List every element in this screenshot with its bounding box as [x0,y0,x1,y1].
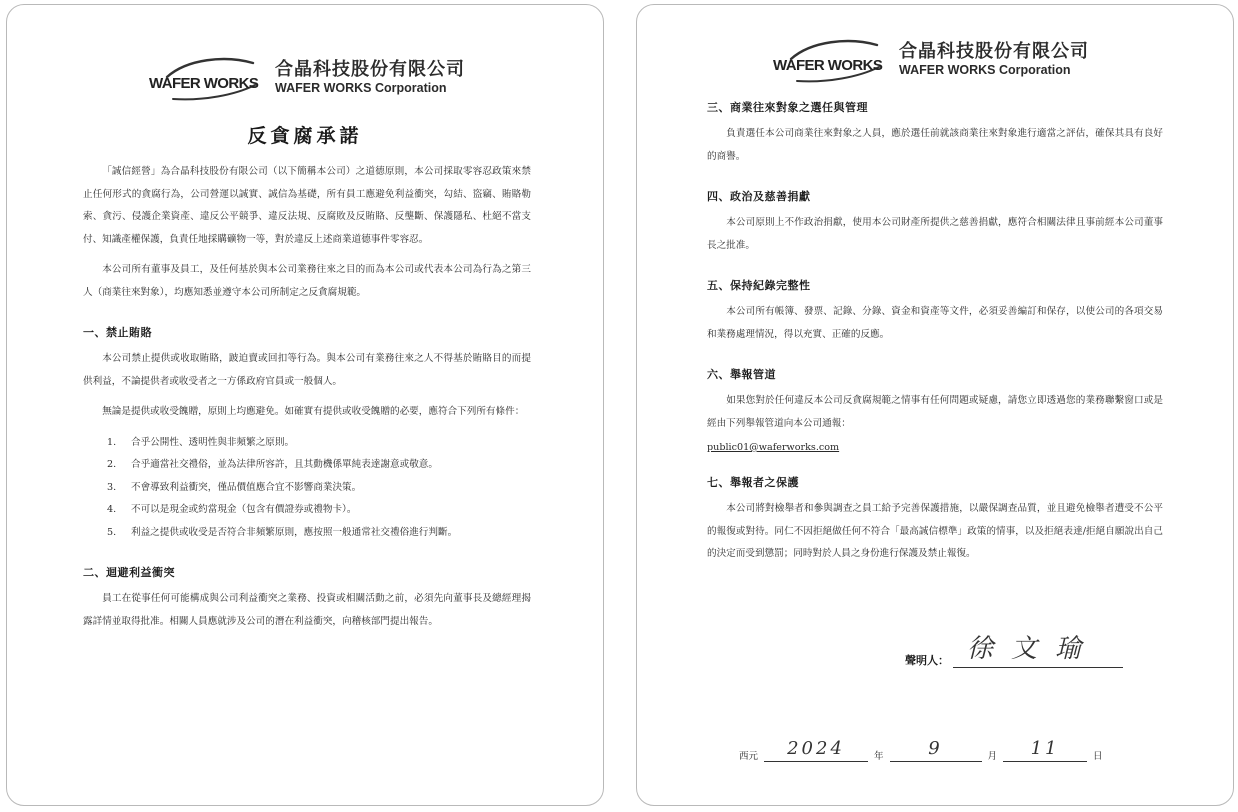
date-day-unit: 日 [1093,751,1103,762]
list-item: 4. 不可以是現金或約當現金（包含有價證券或禮物卡）。 [107,504,357,515]
document-page-left [6,4,604,806]
company-logo [147,53,265,103]
list-item: 1. 合乎公開性、透明性與非頻繁之原則。 [107,436,295,448]
company-name-zh: 合晶科技股份有限公司 [899,41,1089,63]
section-paragraph: 本公司將對檢舉者和參與調查之員工給予完善保護措施，以嚴保調查品質，並且避免檢舉者遭受不公平的報復或對待。同仁不因拒絕做任何不符合「最高誠信標準」政策的情事，以及拒絕表達/拒絕自願說出自己的決定而受到懲罰；同時對於人員之身份進行保護及禁止報復。 [707,503,1163,559]
section-heading-donations: 四、政治及慈善捐獻 [707,190,811,203]
company-name-zh: 合晶科技股份有限公司 [275,59,465,81]
list-item: 5. 利益之提供或收受是否符合非頻繁原則，應按照一般通常社交禮俗進行判斷。 [107,526,458,538]
section-paragraph: 如果您對於任何違反本公司反貪腐規範之情事有任何問題或疑慮，請您立即透過您的業務聯繫窗口或是經由下列舉報管道向本公司通報： [707,395,1163,429]
date-block [733,737,1109,762]
date-day-field [1003,737,1087,762]
list-item: 2. 合乎適當社交禮俗，並為法律所容許，且其動機係單純表達謝意或敬意。 [107,459,438,470]
gift-conditions-list [83,432,531,545]
signature-label: 聲明人： [905,654,949,667]
section-paragraph: 本公司所有帳簿、發票、記錄、分錄、資金和資產等文件，必須妥善編訂和保存，以使公司的各項交易和業務處理情況，得以充實、正確的反應。 [707,306,1163,340]
logo-text: WAFER WORKS [149,75,259,92]
document-page-right [636,4,1234,806]
date-month-unit: 月 [987,751,998,762]
section-heading-bribery: 一、禁止賄賂 [83,326,152,339]
company-header [147,53,465,103]
section-paragraph: 無論是提供或收受餽贈，原則上均應避免。如確實有提供或收受餽贈的必要，應符合下列所有條件： [102,406,525,417]
company-name-en: WAFER WORKS Corporation [275,81,447,96]
right-page-content [707,99,1163,574]
handwritten-signature: 徐文瑜 [967,634,1100,664]
report-email-link[interactable]: public01@waferworks.com [707,442,840,453]
section-heading-whistleblower: 七、舉報者之保護 [707,476,799,489]
intro-paragraph: 「誠信經營」為合晶科技股份有限公司（以下簡稱本公司）之道德原則，本公司採取零容忍政策來禁止任何形式的貪腐行為，公司營運以誠實、誠信為基礎，所有員工應避免利益衝突，勾結、盜竊、賄賂勒索、貪污、侵護企業資產、違反公平競爭、違反法規、反腐敗及反賄賂、反壟斷、保護隱私、杜絕不當支付、知識產權保護，負責任地採購礦物一等，對於違反上述商業道德事件零容忍。 [83,166,531,245]
section-paragraph: 本公司禁止提供或收取賄賂，跛迫賣或回扣等行為。與本公司有業務往來之人不得基於賄賂目的而提供利益，不論提供者或收受者之一方係政府官員或一般個人。 [83,353,531,387]
date-year-unit: 年 [874,751,884,762]
intro-paragraph: 本公司所有董事及員工，及任何基於與本公司業務往來之目的而為本公司或代表本公司為行為之第三人（商業往來對象），均應知悉並遵守本公司所制定之反貪腐規範。 [83,264,531,298]
company-header [771,35,1089,85]
logo-text: WAFER WORKS [773,57,883,74]
section-paragraph: 員工在從事任何可能構成與公司利益衝突之業務、投資或相關活動之前，必須先向董事長及總經理揭露詳情並取得批准。相關人員應就涉及公司的潛在利益衝突，向稽核部門提出報告。 [83,593,531,627]
company-logo [771,35,889,85]
section-heading-reporting: 六、舉報管道 [707,368,776,381]
section-paragraph: 負責選任本公司商業往來對象之人員，應於選任前就該商業往來對象進行適當之評估，確保其具有良好的商譽。 [707,128,1163,162]
date-year-field [764,737,868,762]
list-item: 3. 不會導致利益衝突，僅品價值應合宜不影響商業決策。 [107,481,362,493]
date-year: 2024 [787,738,845,759]
section-heading-partners: 三、商業往來對象之選任與管理 [707,101,868,114]
left-page-content [83,161,531,641]
date-month-field [890,737,982,762]
date-prefix: 西元 [739,751,759,762]
section-heading-records: 五、保持紀錄完整性 [707,279,811,292]
document-title: 反貪腐承諾 [247,125,363,147]
signature-line [953,633,1123,668]
date-month: 9 [928,738,943,759]
section-paragraph: 本公司原則上不作政治捐獻，使用本公司財產所提供之慈善捐獻，應符合相關法律且事前經本公司董事長之批准。 [707,217,1163,251]
company-name-en: WAFER WORKS Corporation [899,63,1071,78]
date-day: 11 [1030,738,1060,759]
signature-block [905,633,1123,668]
section-heading-conflict: 二、迴避利益衝突 [83,566,175,579]
